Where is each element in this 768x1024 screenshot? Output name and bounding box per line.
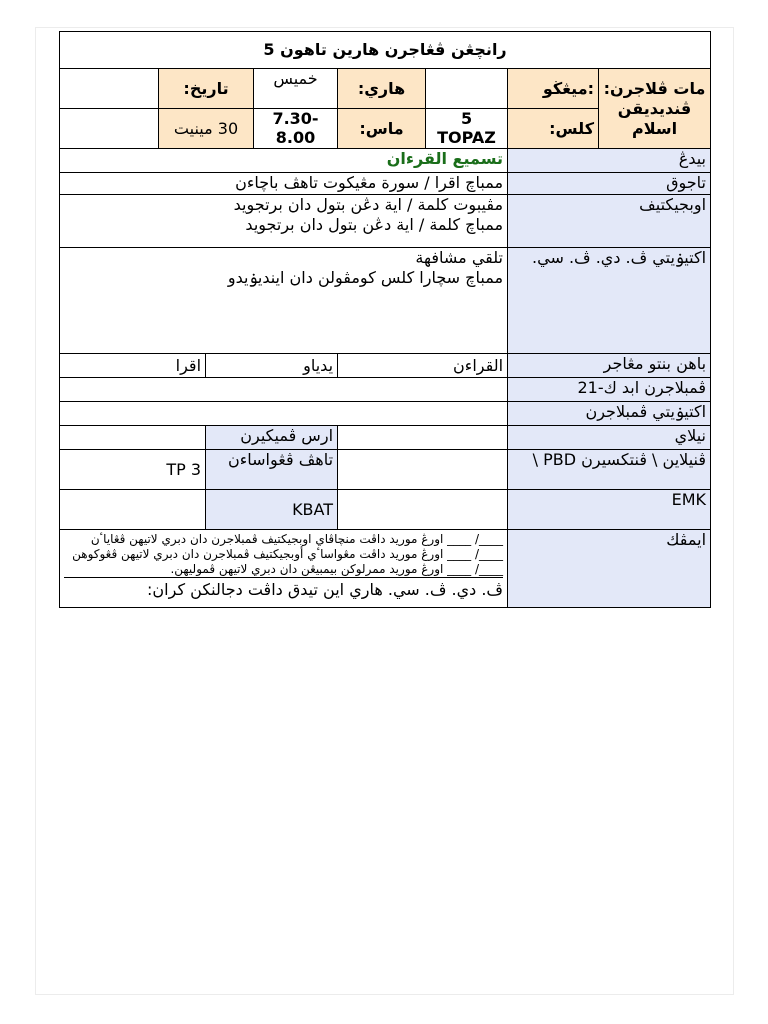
day-value: خميس (254, 69, 338, 109)
nilai-value (338, 426, 508, 450)
class-label: كلس: (508, 109, 599, 149)
aktiviti-label: اكتيۏيتي ڤ. دي. ڤ. سي. (508, 248, 711, 354)
pdpc-note: ڤ. دي. ڤ. سي. هاري اين تيدق داڤت دجالنكن كران: (147, 580, 504, 599)
bidang-value: تسميع القرءان (60, 149, 508, 173)
tp-value: TP 3 (60, 450, 206, 490)
aktiviti-pembelajaran-value (60, 402, 508, 426)
bahan-item-1: القراءن (338, 354, 508, 378)
date-value (60, 69, 159, 109)
time-value: 7.30-8.00 (254, 109, 338, 149)
class-value: 5 TOPAZ (426, 109, 508, 149)
kbat-value: KBAT (206, 490, 338, 530)
pembelajaran-label: ڤمبلاجرن ابد ك-21 (508, 378, 711, 402)
objektif-line-1: مڤيبوت كلمة / اية دڠن بتول دان برتجويد (233, 195, 504, 214)
subject-value: ڤنديديقن اسلام (617, 98, 692, 138)
emk-label: EMK (508, 490, 711, 530)
subject-label: مات ڤلاجرن: (603, 78, 706, 98)
week-label: :ميڠڬو (508, 69, 599, 109)
impak-line-3: ____/ ____ اورڠ موريد ممرلوكن بيمبيڠن دان دبري لاتيهن ڤموليهن. (64, 562, 503, 578)
page-title: رانچڠن ڤڠاجرن هارين تاهون 5 (60, 32, 711, 69)
duration-value: 30 مينيت (159, 109, 254, 149)
objektif-line-2: ممباچ كلمة / اية دڠن بتول دان برتجويد (245, 215, 504, 234)
subject-cell (599, 69, 711, 149)
aktiviti-line-1: تلقي مشافهة (415, 248, 504, 267)
nilai-label: نيلاي (508, 426, 711, 450)
pentaksiran-value (338, 450, 508, 490)
bahan-item-2: يدياو (206, 354, 338, 378)
kbat-extra (60, 490, 206, 530)
bidang-label: بيدڠ (508, 149, 711, 173)
lesson-plan-table (59, 31, 711, 608)
day-label: هاري: (338, 69, 426, 109)
impak-line-1: ____/ ____ اورڠ موريد داڤت منچاڤاي اوبجيكتيف ڤمبلاجرن دان دبري لاتيهن ڤڠاياٴن (90, 532, 504, 546)
aktiviti-line-2: ممباچ سچارا كلس كومڤولن دان اينديۏيدو (227, 268, 504, 287)
bahan-label: باهن بنتو مڠاجر (508, 354, 711, 378)
tajuk-label: تاجوق (508, 173, 711, 195)
impak-label: ايمڤك (508, 530, 711, 608)
time-label: ماس: (338, 109, 426, 149)
objektif-value (60, 195, 508, 248)
impak-line-2: ____/ ____ اورڠ موريد داڤت مڠواساٴي أوبجيكتيف ڤمبلاجرن دان دبري لاتيهن ڤڠوكوهن (72, 547, 504, 561)
emk-value (338, 490, 508, 530)
objektif-label: اوبجيكتيف (508, 195, 711, 248)
aktiviti-pembelajaran-label: اكتيۏيتي ڤمبلاجرن (508, 402, 711, 426)
tajuk-value: ممباچ اقرا / سورة مڠيكوت تاهڤ باچاءن (60, 173, 508, 195)
week-value (426, 69, 508, 109)
aras-label: ارس ڤميكيرن (206, 426, 338, 450)
pembelajaran-value (60, 378, 508, 402)
pentaksiran-label: ڤنيلاين \ ڤنتكسيرن PBD \ (508, 450, 711, 490)
date-label: تاريخ: (159, 69, 254, 109)
impak-value (60, 530, 508, 608)
empty-cell (60, 109, 159, 149)
aktiviti-value (60, 248, 508, 354)
bahan-item-3: اقرا (60, 354, 206, 378)
aras-value (60, 426, 206, 450)
tahap-label: تاهڤ ڤڠواساءن (206, 450, 338, 490)
